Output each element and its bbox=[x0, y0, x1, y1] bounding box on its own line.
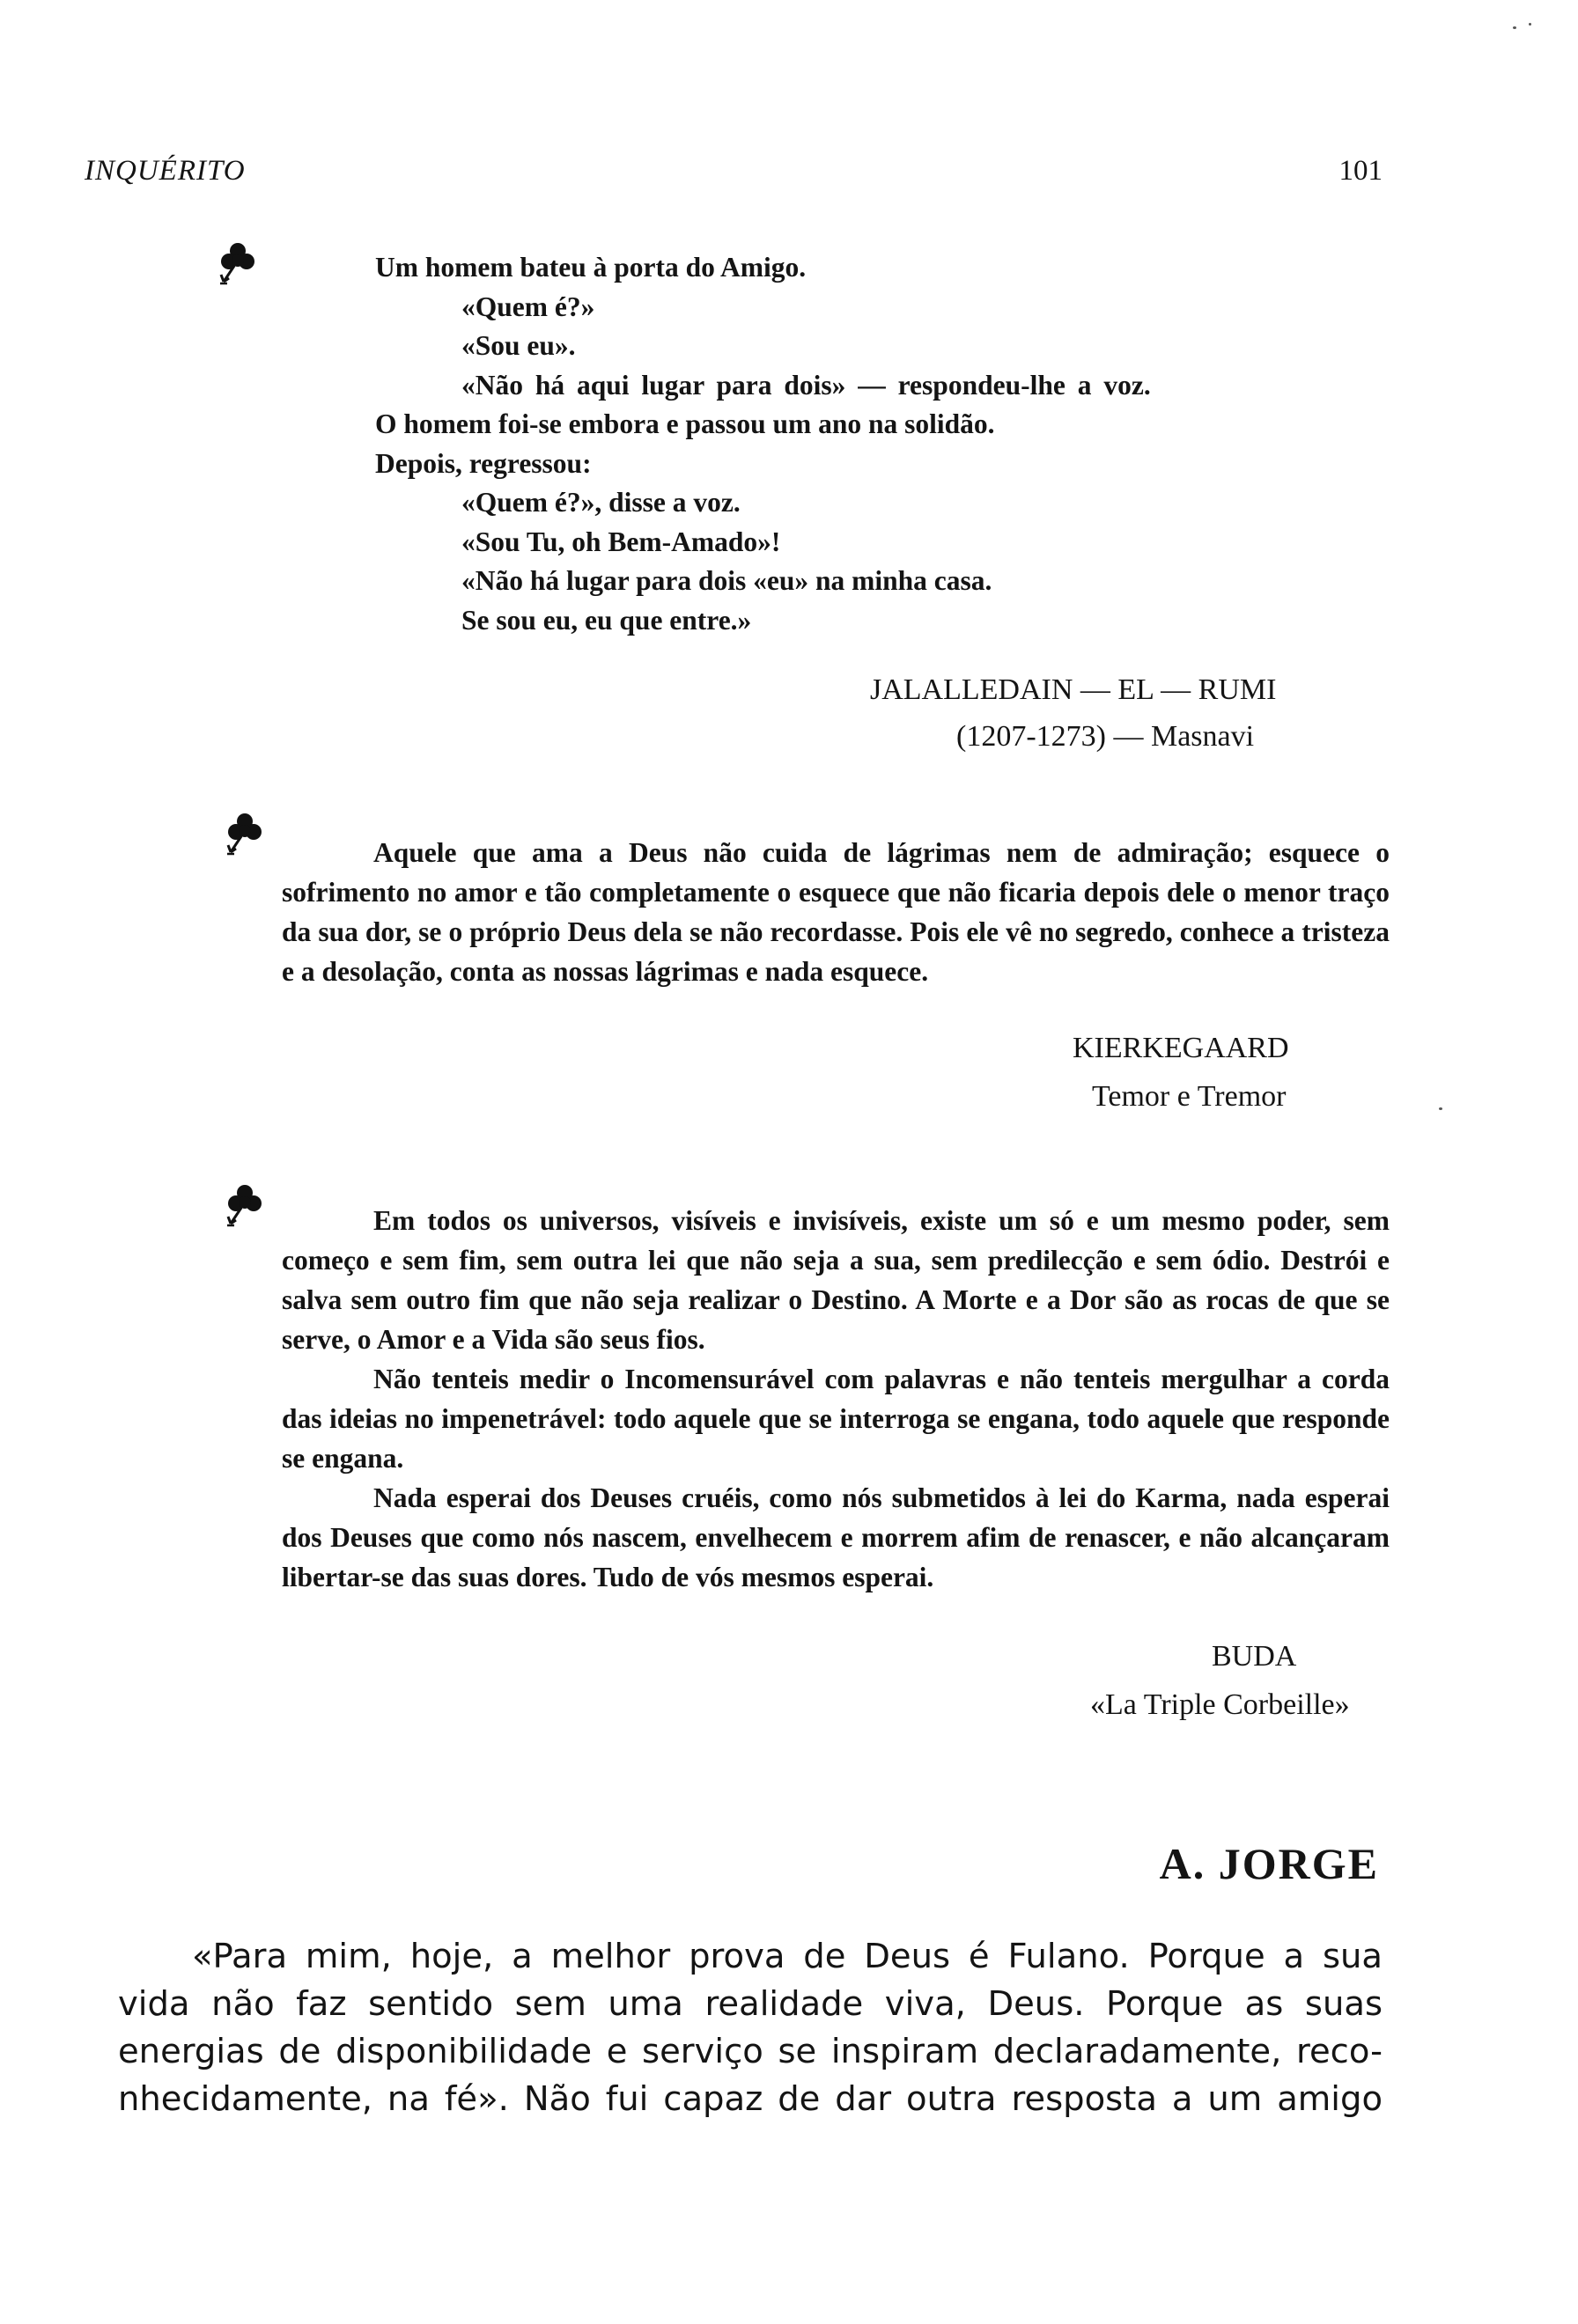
quote-3-paragraph: Não tenteis medir o Incomensurável com palavras e não tenteis mergulhar a corda das ideias no impenetrável: todo aquele que se interroga se engana, todo aquele que responde se engana. bbox=[282, 1364, 1390, 1474]
quote-3 bbox=[282, 1201, 1390, 1597]
quote-2-paragraph: Aquele que ama a Deus não cuida de lágrimas nem de admiração; esquece o sofrimento no amor e tão completamente o esquece que não ficaria depois dele o menor traço da sua dor, se o próprio Deus dela se não recordasse. Pois ele vê no segredo, conhece a tristeza e a desolação, conta as nossas lágrimas e nada esquece. bbox=[282, 837, 1390, 987]
body-text bbox=[118, 1933, 1383, 2123]
body-line: nhecidamente, na fé». Não fui capaz de dar outra resposta a um amigo bbox=[118, 2079, 1383, 2119]
quote-1-author: JALALLEDAIN — EL — RUMI bbox=[870, 673, 1277, 706]
quote-2 bbox=[282, 833, 1390, 991]
quote-1-line: Se sou eu, eu que entre.» bbox=[461, 604, 752, 636]
body-line: vida não faz sentido sem uma realidade viva, Deus. Porque as suas bbox=[118, 1984, 1383, 2024]
quote-3-paragraph: Nada esperai dos Deuses cruéis, como nós submetidos à lei do Karma, nada esperai dos Deuses que como nós nascem, envelhecem e morrem afim de renascer, e não alcançaram libertar-se das suas dores. Tudo de vós mesmos esperai. bbox=[282, 1482, 1390, 1592]
quote-3-author: BUDA bbox=[1212, 1640, 1297, 1673]
quote-1-line: «Não há aqui lugar para dois» — respondeu-lhe a voz. bbox=[461, 369, 1151, 401]
body-line: energias de disponibilidade e serviço se inspiram declaradamente, reco- bbox=[118, 2032, 1383, 2071]
quote-1-line: «Quem é?» bbox=[461, 290, 595, 322]
quote-3-source: «La Triple Corbeille» bbox=[1090, 1688, 1350, 1721]
running-title: INQUÉRITO bbox=[85, 155, 246, 187]
scan-speck bbox=[1529, 23, 1531, 26]
quote-2-author: KIERKEGAARD bbox=[1073, 1032, 1289, 1064]
quote-1-line: «Não há lugar para dois «eu» na minha casa. bbox=[461, 565, 992, 596]
clover-ornament-icon bbox=[224, 810, 266, 859]
quote-1-source: (1207-1273) — Masnavi bbox=[956, 720, 1255, 753]
page-number: 101 bbox=[1338, 155, 1383, 187]
quote-2-source: Temor e Tremor bbox=[1092, 1080, 1287, 1113]
scan-speck bbox=[1513, 26, 1516, 29]
body-line: «Para mim, hoje, a melhor prova de Deus é Fulano. Porque a sua bbox=[192, 1937, 1383, 1976]
quote-3-paragraph: Em todos os universos, visíveis e invisíveis, existe um só e um mesmo poder, sem começo e sem fim, sem outra lei que não seja a sua, sem predilecção e sem ódio. Destrói e salva sem outro fim que não seja realizar o Destino. A Morte e a Dor são as rocas de que se serve, o Amor e a Vida são seus fios. bbox=[282, 1205, 1390, 1355]
quote-1-line: O homem foi-se embora e passou um ano na solidão. bbox=[375, 408, 995, 439]
scan-speck bbox=[1439, 1107, 1442, 1110]
quote-1-line: «Quem é?», disse a voz. bbox=[461, 487, 741, 518]
quote-1-line: Um homem bateu à porta do Amigo. bbox=[375, 252, 807, 283]
quote-1-line: Depois, regressou: bbox=[375, 447, 592, 479]
quote-1-line: «Sou Tu, oh Bem-Amado»! bbox=[461, 526, 781, 557]
quote-1-line: «Sou eu». bbox=[461, 330, 576, 361]
clover-ornament-icon bbox=[217, 239, 259, 289]
clover-ornament-icon bbox=[224, 1181, 266, 1231]
quote-1 bbox=[375, 248, 1151, 640]
section-heading: A. JORGE bbox=[1159, 1839, 1379, 1888]
